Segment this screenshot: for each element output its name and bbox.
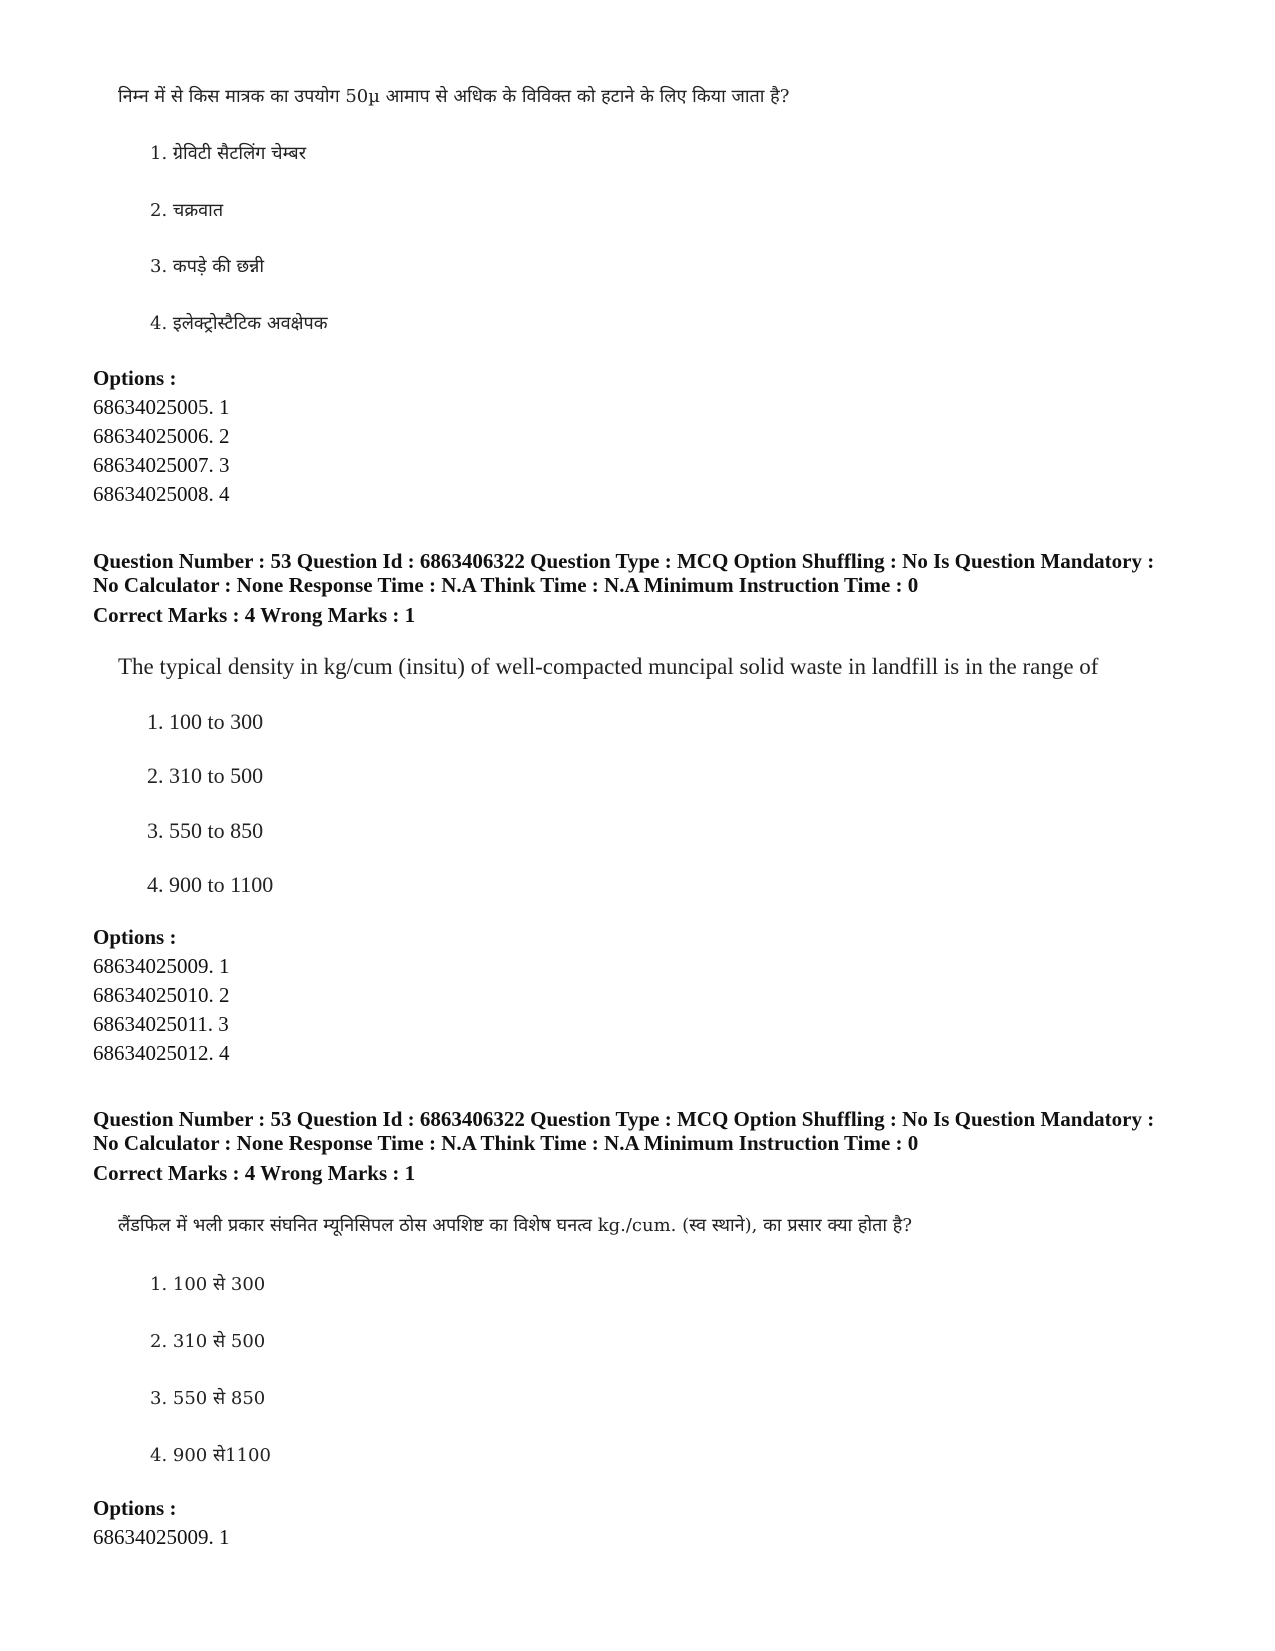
question-text: निम्न में से किस मात्रक का उपयोग 50µ आमाप से अधिक के विविक्त को हटाने के लिए किया जाता है? bbox=[118, 86, 790, 107]
choice-item: 3. 550 to 850 bbox=[147, 818, 264, 843]
choice-item: 4. 900 to 1100 bbox=[147, 872, 274, 897]
choice-item: 3. 550 से 850 bbox=[150, 1388, 266, 1409]
question-header: Question Number : 53 Question Id : 6863406322 Question Type : MCQ Option Shuffling : No Is Question Mandatory : bbox=[93, 1107, 1155, 1131]
choice-item: 4. इलेक्ट्रोस्टैटिक अवक्षेपक bbox=[150, 313, 328, 334]
choice-item: 4. 900 से1100 bbox=[150, 1445, 271, 1466]
question-text: The typical density in kg/cum (insitu) of well-compacted muncipal solid waste in landfill is in the range of bbox=[118, 654, 1099, 679]
options-label: Options : bbox=[93, 1496, 177, 1520]
choice-item: 1. 100 to 300 bbox=[147, 709, 264, 734]
question-header: No Calculator : None Response Time : N.A Think Time : N.A Minimum Instruction Time : 0 bbox=[93, 1131, 919, 1155]
options-label: Options : bbox=[93, 925, 177, 949]
option-id: 68634025010. 2 bbox=[93, 983, 230, 1007]
marks-line: Correct Marks : 4 Wrong Marks : 1 bbox=[93, 1161, 416, 1185]
options-label: Options : bbox=[93, 366, 177, 390]
option-id: 68634025008. 4 bbox=[93, 482, 230, 506]
choice-item: 1. 100 से 300 bbox=[150, 1274, 266, 1295]
question-header: No Calculator : None Response Time : N.A Think Time : N.A Minimum Instruction Time : 0 bbox=[93, 573, 919, 597]
option-id: 68634025006. 2 bbox=[93, 424, 230, 448]
choice-item: 2. चक्रवात bbox=[150, 200, 224, 221]
marks-line: Correct Marks : 4 Wrong Marks : 1 bbox=[93, 603, 416, 627]
choice-item: 1. ग्रेविटी सैटलिंग चेम्बर bbox=[150, 143, 307, 164]
question-text: लैंडफिल में भली प्रकार संघनित म्यूनिसिपल ठोस अपशिष्ट का विशेष घनत्व kg./cum. (स्व स्थाने), का प्रसार क्या होता है? bbox=[118, 1215, 912, 1236]
option-id: 68634025011. 3 bbox=[93, 1012, 229, 1036]
question-header: Question Number : 53 Question Id : 6863406322 Question Type : MCQ Option Shuffling : No Is Question Mandatory : bbox=[93, 549, 1155, 573]
choice-item: 2. 310 से 500 bbox=[150, 1331, 266, 1352]
choice-item: 3. कपड़े की छन्नी bbox=[150, 256, 265, 277]
option-id: 68634025012. 4 bbox=[93, 1041, 230, 1065]
option-id: 68634025009. 1 bbox=[93, 1525, 230, 1549]
option-id: 68634025007. 3 bbox=[93, 453, 230, 477]
option-id: 68634025005. 1 bbox=[93, 395, 230, 419]
option-id: 68634025009. 1 bbox=[93, 954, 230, 978]
choice-item: 2. 310 to 500 bbox=[147, 763, 264, 788]
